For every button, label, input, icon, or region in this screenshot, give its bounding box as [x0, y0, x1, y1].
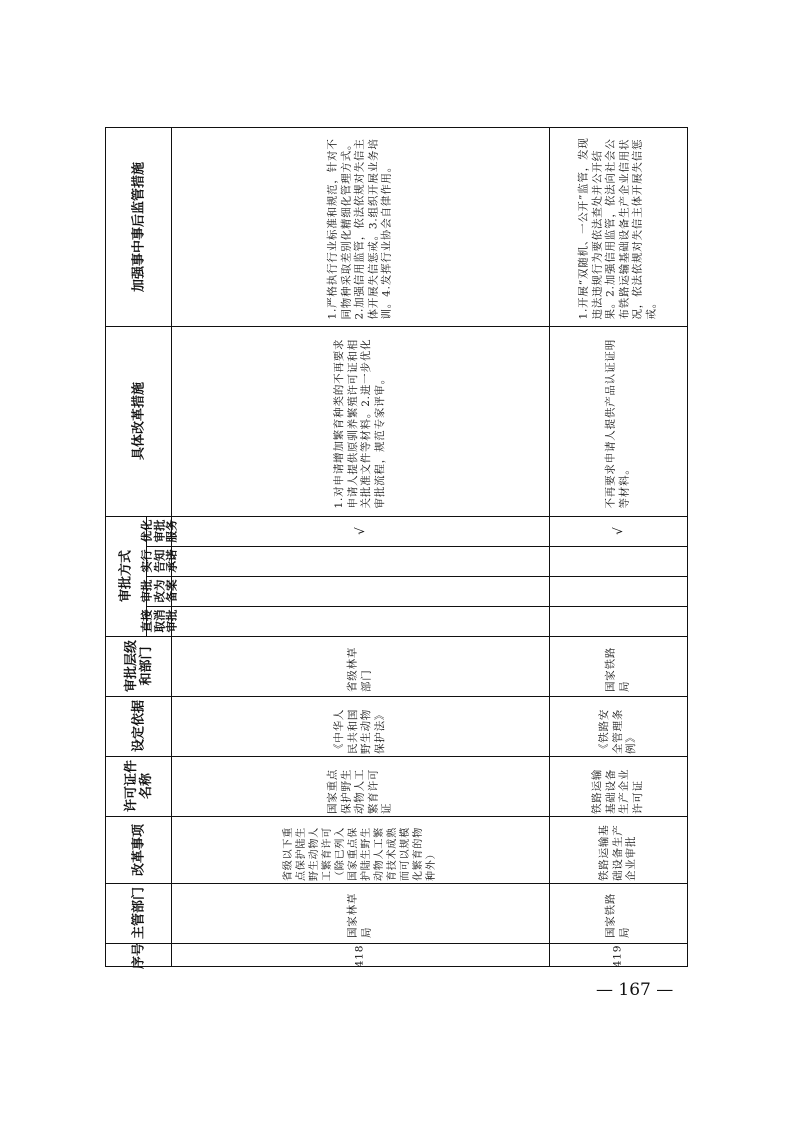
header-method: 审批方式	[118, 549, 134, 603]
row-418-record	[171, 576, 549, 606]
header-optimize: 优化审批服务	[138, 519, 178, 543]
header-record: 审批改为备案	[138, 579, 178, 603]
row-418-dept: 国家林草局	[346, 892, 372, 938]
row-419-seq: 419	[611, 944, 624, 967]
header-level: 审批层级和部门	[123, 640, 154, 693]
header-basis: 设定依据	[131, 699, 146, 753]
row-418-license: 国家重点保护野生动物人工繁育许可证	[326, 768, 393, 814]
row-418-cancel	[171, 606, 549, 636]
header-license: 许可证件名称	[123, 760, 154, 813]
row-419-supervision: 1.开展“双随机、一公开”监管，发现违法违规行为要依法查处并公开结果。2.加强信用监管，依法向社会公布铁路运输基础设备生产企业信用状况，依法依规对失信主体开展失信惩戒。	[577, 137, 657, 320]
row-418-level: 省级林草部门	[346, 646, 372, 692]
row-419-notify	[549, 546, 687, 576]
row-419-level: 国家铁路局	[604, 646, 630, 692]
row-419-cancel	[549, 606, 687, 636]
row-418-item: 省级以下重点保护陆生野生动物人工繁育许可（除已列入国家重点保护陆生野生动物人工繁育技术成熟而可以规模化繁育的物种外）	[283, 826, 437, 881]
page-number: — 167 —	[596, 980, 674, 1000]
header-measures: 具体改革措施	[131, 381, 146, 461]
row-418-seq: 418	[353, 944, 366, 967]
row-419-item: 铁路运输基础设备生产企业审批	[597, 824, 637, 881]
row-419-dept: 国家铁路局	[604, 892, 630, 938]
row-419-basis: 《铁路安全管理条例》	[597, 708, 637, 754]
header-notify: 实行告知承诺	[138, 549, 178, 573]
row-419-license: 铁路运输基础设备生产企业许可证	[591, 768, 644, 814]
header-cancel: 直接取消审批	[138, 609, 178, 633]
row-418-measures: 1.对申请增加繁育种类的不再要求申请人提供原驯养繁殖许可证和相关批准文件等材料。2.进一步优化审批流程，规范专家评审。	[333, 338, 386, 509]
header-dept: 主管部门	[131, 886, 146, 940]
header-supervision: 加强事中事后监管措施	[131, 161, 146, 293]
header-seq: 序号	[131, 942, 146, 969]
header-item: 改革事项	[131, 823, 146, 876]
row-418-optimize: √	[353, 527, 367, 535]
row-419-measures: 不再要求申请人提供产品认证证明等材料。	[604, 339, 630, 509]
reform-table	[105, 127, 688, 967]
row-419-record	[549, 576, 687, 606]
row-418-basis: 《中华人民共和国野生动物保护法》	[333, 708, 386, 754]
row-418-notify	[171, 546, 549, 576]
row-418-supervision: 1.严格执行行业标准和规范，针对不同物种采取差别化精细化管理方式。2.加强信用监管，依法依规对失信主体开展失信惩戒。3.组织开展业务培训。4.发挥行业协会自律作用。	[326, 138, 393, 320]
row-419-optimize: √	[611, 527, 625, 535]
